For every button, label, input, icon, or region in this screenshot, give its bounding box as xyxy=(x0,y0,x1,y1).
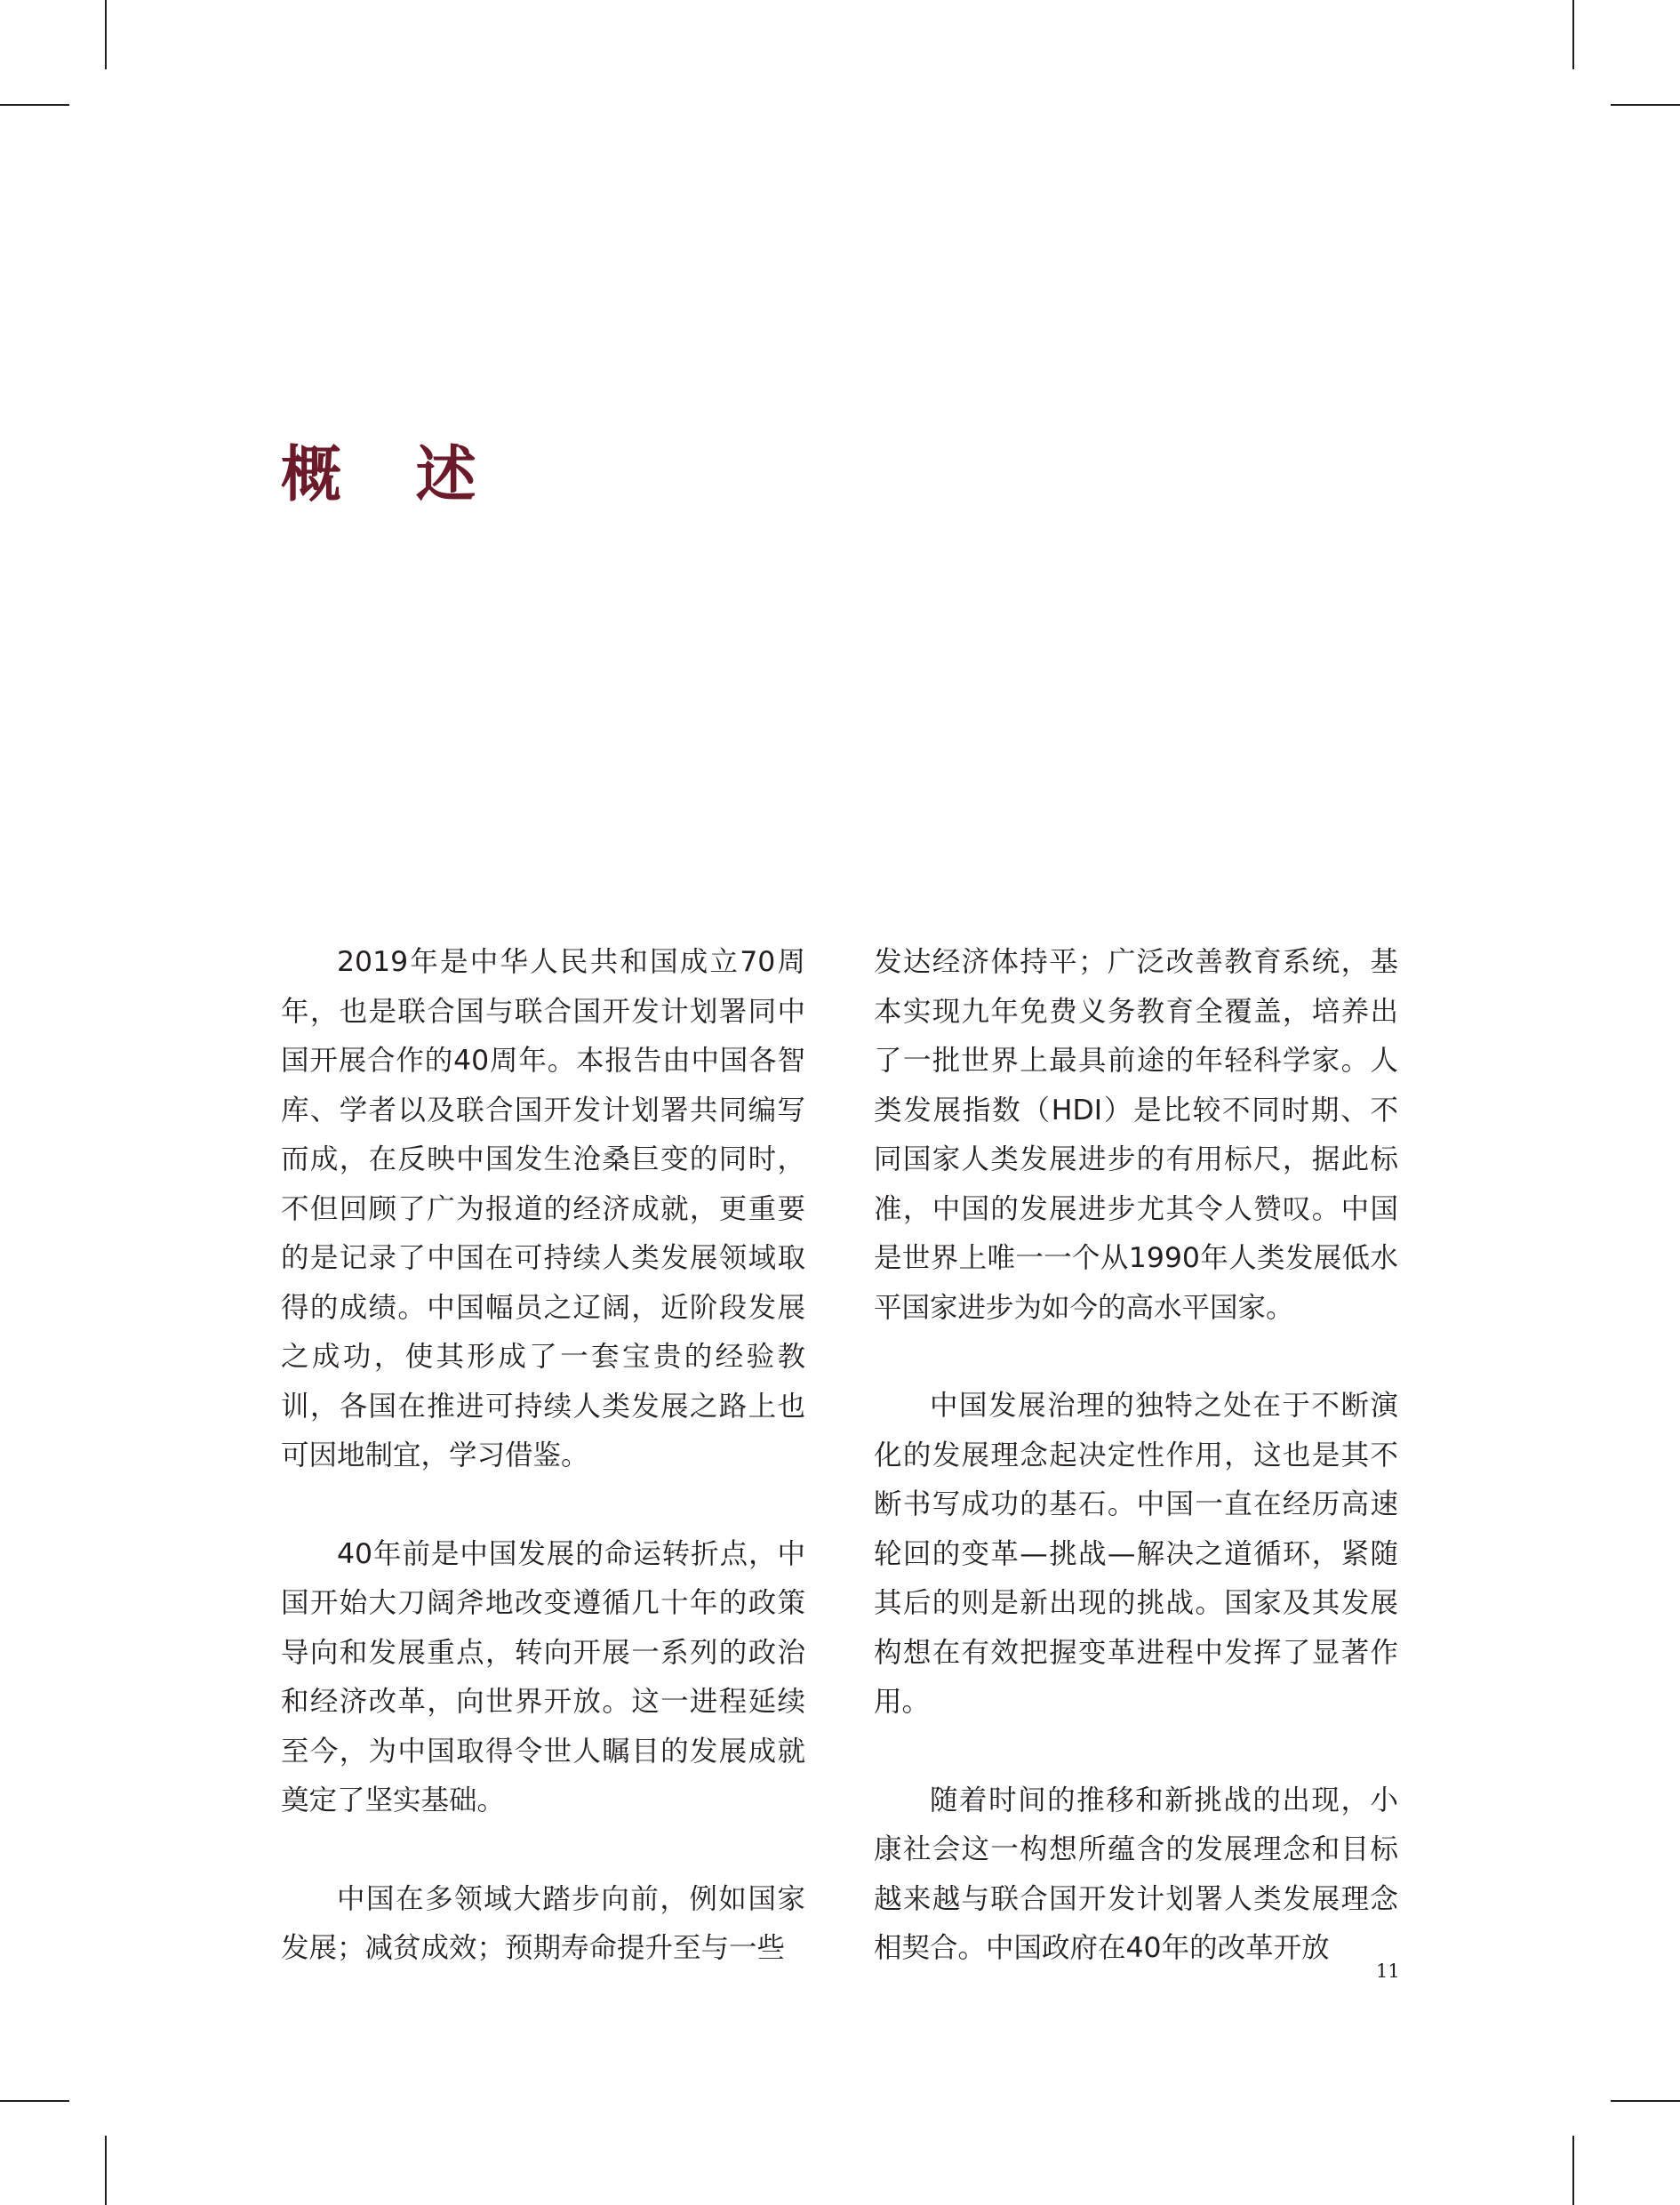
crop-mark-bottom-left-vertical xyxy=(105,2136,107,2205)
paragraph: 2019年是中华人民共和国成立70周年，也是联合国与联合国开发计划署同中国开展合作的40周年。本报告由中国各智库、学者以及联合国开发计划署共同编写而成，在反映中国发生沧桑巨变的同时，不但回顾了广为报道的经济成就，更重要的是记录了中国在可持续人类发展领域取得的成绩。中国幅员之辽阔，近阶段发展之成功，使其形成了一套宝贵的经验教训，各国在推进可持续人类发展之路上也可因地制宜，学习借鉴。 xyxy=(281,946,805,1471)
crop-mark-top-left-vertical xyxy=(105,0,107,69)
paragraph: 随着时间的推移和新挑战的出现，小康社会这一构想所蕴含的发展理念和目标越来越与联合国开发计划署人类发展理念相契合。中国政府在40年的改革开放 xyxy=(874,1784,1398,1964)
crop-mark-top-right-horizontal xyxy=(1611,104,1680,106)
paragraph: 中国在多领域大踏步向前，例如国家发展；减贫成效；预期寿命提升至与一些 xyxy=(281,1882,805,1964)
text-column-left xyxy=(281,938,805,1974)
crop-mark-bottom-right-vertical xyxy=(1572,2136,1574,2205)
page-title: 概 述 xyxy=(281,439,503,510)
text-column-right xyxy=(874,938,1398,1974)
paragraph: 40年前是中国发展的命运转折点，中国开始大刀阔斧地改变遵循几十年的政策导向和发展重点，转向开展一系列的政治和经济改革，向世界开放。这一进程延续至今，为中国取得令世人瞩目的发展成就奠定了坚实基础。 xyxy=(281,1537,805,1816)
crop-mark-top-right-vertical xyxy=(1572,0,1574,69)
crop-mark-top-left-horizontal xyxy=(0,104,69,106)
paragraph: 中国发展治理的独特之处在于不断演化的发展理念起决定性作用，这也是其不断书写成功的基石。中国一直在经历高速轮回的变革—挑战—解决之道循环，紧随其后的则是新出现的挑战。国家及其发展构想在有效把握变革进程中发挥了显著作用。 xyxy=(874,1390,1398,1718)
page-number: 11 xyxy=(1376,1960,1400,1982)
crop-mark-bottom-left-horizontal xyxy=(0,2100,69,2102)
paragraph-continued: 发达经济体持平；广泛改善教育系统，基本实现九年免费义务教育全覆盖，培养出了一批世界上最具前途的年轻科学家。人类发展指数（HDI）是比较不同时期、不同国家人类发展进步的有用标尺，据此标准，中国的发展进步尤其令人赞叹。中国是世界上唯一一个从1990年人类发展低水平国家进步为如今的高水平国家。 xyxy=(874,946,1398,1324)
crop-mark-bottom-right-horizontal xyxy=(1611,2100,1680,2102)
